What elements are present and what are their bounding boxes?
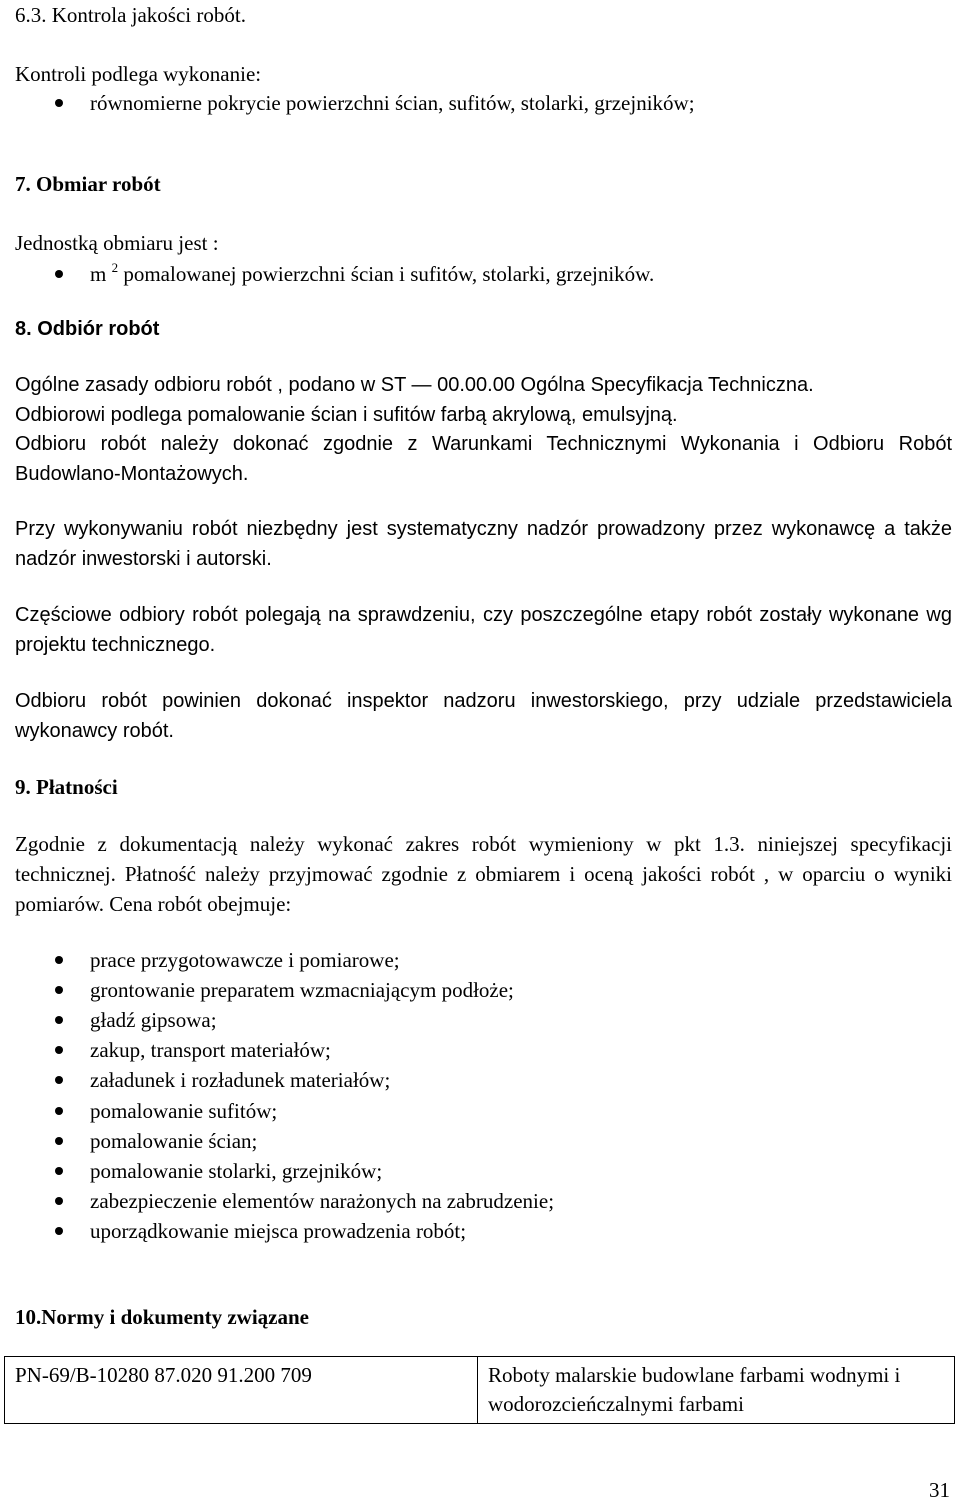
- section-6-3-title: 6.3. Kontrola jakości robót.: [15, 3, 246, 27]
- list-item-text: gładź gipsowa;: [90, 1008, 217, 1032]
- list-item-text: prace przygotowawcze i pomiarowe;: [90, 948, 400, 972]
- table-row: [5, 1357, 955, 1424]
- bullet-icon: [55, 986, 63, 994]
- list-item: [0, 88, 950, 118]
- unit-description: pomalowanej powierzchni ścian i sufitów, stolarki, grzejników.: [118, 262, 655, 286]
- list-item: [0, 1035, 950, 1065]
- list-item-text: pomalowanie ścian;: [90, 1129, 258, 1153]
- list-item: [0, 1186, 950, 1216]
- bullet-icon: [55, 956, 63, 964]
- section-7-title: 7. Obmiar robót: [15, 172, 161, 196]
- bullet-icon: [55, 270, 63, 278]
- section-8-paragraph-4: Odbioru robót powinien dokonać inspektor nadzoru inwestorskiego, przy udziale przedstawiciela wykonawcy robót.: [15, 690, 952, 742]
- list-item: [0, 1005, 950, 1035]
- section-8-line-3: Odbioru robót należy dokonać zgodnie z Warunkami Technicznymi Wykonania i Odbioru Robót Budowlano-Montażowych.: [15, 433, 952, 485]
- list-item-text: równomierne pokrycie powierzchni ścian, sufitów, stolarki, grzejników;: [90, 91, 695, 115]
- list-item-text: uporządkowanie miejsca prowadzenia robót;: [90, 1219, 467, 1243]
- list-item: [0, 1156, 950, 1186]
- list-item-text: zakup, transport materiałów;: [90, 1038, 331, 1062]
- bullet-icon: [55, 1046, 63, 1054]
- bullet-icon: [55, 1137, 63, 1145]
- bullet-icon: [55, 1197, 63, 1205]
- unit-text: m: [90, 262, 107, 286]
- bullet-icon: [55, 1167, 63, 1175]
- section-8-title: 8. Odbiór robót: [15, 318, 160, 340]
- bullet-icon: [55, 1076, 63, 1084]
- section-8-line-1: Ogólne zasady odbioru robót , podano w ST — 00.00.00 Ogólna Specyfikacja Techniczna.: [15, 374, 814, 396]
- list-item-text: pomalowanie stolarki, grzejników;: [90, 1159, 383, 1183]
- norm-description-cell: Roboty malarskie budowlane farbami wodnymi i wodorozcieńczalnymi farbami: [478, 1357, 955, 1424]
- list-item-text: pomalowanie sufitów;: [90, 1099, 278, 1123]
- list-item: [0, 259, 950, 289]
- list-item-text: [90, 259, 654, 289]
- section-9-title: 9. Płatności: [15, 775, 118, 799]
- section-8-paragraph-2: Przy wykonywaniu robót niezbędny jest systematyczny nadzór prowadzony przez wykonawcę a także nadzór inwestorski i autorski.: [15, 518, 952, 570]
- list-item-text: załadunek i rozładunek materiałów;: [90, 1068, 391, 1092]
- bullet-icon: [55, 1227, 63, 1235]
- section-9-paragraph: Zgodnie z dokumentacją należy wykonać zakres robót wymieniony w pkt 1.3. niniejszej specyfikacji technicznej. Płatność należy przyjmować zgodnie z obmiarem i oceną jakości robót , w oparciu o wyniki pomiarów. Cena robót obejmuje:: [15, 832, 952, 916]
- list-item: [0, 945, 950, 975]
- section-8-paragraph-3: Częściowe odbiory robót polegają na sprawdzeniu, czy poszczególne etapy robót zostały wykonane wg projektu technicznego.: [15, 604, 952, 656]
- list-item-text: grontowanie preparatem wzmacniającym podłoże;: [90, 978, 514, 1002]
- bullet-icon: [55, 1107, 63, 1115]
- list-item: [0, 1065, 950, 1095]
- unit-exponent: 2: [111, 260, 119, 275]
- bullet-icon: [55, 1016, 63, 1024]
- section-6-3-intro: Kontroli podlega wykonanie:: [15, 62, 262, 86]
- section-10-title: 10.Normy i dokumenty związane: [15, 1305, 309, 1329]
- list-item: [0, 1096, 950, 1126]
- norms-table: [4, 1356, 955, 1424]
- list-item: [0, 975, 950, 1005]
- section-8-line-2: Odbiorowi podlega pomalowanie ścian i sufitów farbą akrylową, emulsyjną.: [15, 404, 678, 426]
- bullet-icon: [55, 99, 63, 107]
- norm-code-cell: PN-69/B-10280 87.020 91.200 709: [5, 1357, 478, 1424]
- page-number: 31: [929, 1478, 950, 1502]
- list-item-text: zabezpieczenie elementów narażonych na zabrudzenie;: [90, 1189, 555, 1213]
- section-7-intro: Jednostką obmiaru jest :: [15, 231, 219, 255]
- list-item: [0, 1126, 950, 1156]
- list-item: [0, 1216, 950, 1246]
